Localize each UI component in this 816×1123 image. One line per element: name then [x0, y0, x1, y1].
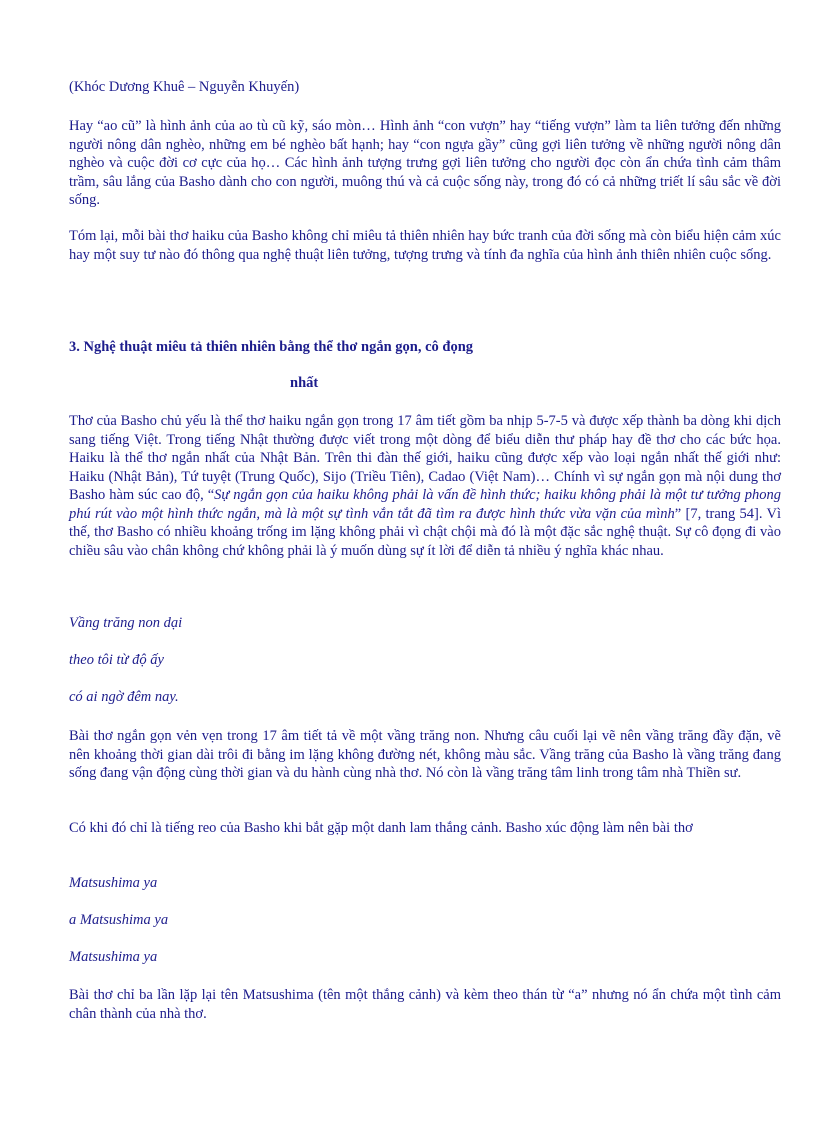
- paragraph-haiku-form-start: Thơ của Basho chủ yếu là thể thơ haiku ngắn gọn trong 17 âm tiết gồm ba nhịp 5-7-5 và được xếp thành ba dòng khi dịch sang tiếng Việt. Trong tiếng Nhật thường được viết trong một dòng để biểu diễn thư pháp hay đề thơ cho các bức họa. Haiku là thể thơ ngắn nhất của Nhật Bản. Trên thi đàn thế giới, haiku cũng được xếp vào loại ngắn nhất thế giới như: Haiku (Nhật Bản), Tứ tuyệt (Trung Quốc), Sijo (Triều Tiên), Cadao (Việt Nam)… Chính vì sự ngắn gọn mà nội dung thơ Basho hàm súc cao độ, “: [69, 413, 781, 503]
- paragraph-symbolic-images: Hay “ao cũ” là hình ảnh của ao tù cũ kỹ, sáo mòn… Hình ảnh “con vượn” hay “tiếng vượn” làm ta liên tưởng đến những người nông dân nghèo, những em bé nghèo bất hạnh; hay “con ngựa gầy” cũng gợi liên tưởng về những người nông dân nghèo và cuộc đời cơ cực của họ… Các hình ảnh tượng trưng gợi liên tưởng cho người đọc còn ẩn chứa tình cảm thâm trầm, sâu lắng của Basho dành cho con người, muông thú và cả cuộc sống này, trong đó có cả những triết lí sâu sắc về đời sống.: [69, 118, 781, 208]
- poem1-line-3: có ai ngờ đêm nay.: [69, 689, 179, 705]
- poem2-line-3: Matsushima ya: [69, 949, 158, 965]
- paragraph-haiku-form: [69, 412, 781, 560]
- quoted-passage: Sự ngắn gọn của haiku không phải là vấn đề hình thức; haiku không phải là một tư tưởng phong phú rút vào một hình thức ngắn, mà là một sự tình vắn tắt đã tìm ra được hình thức vừa vặn của mình: [69, 487, 781, 522]
- paragraph-basho-exclaim: Có khi đó chỉ là tiếng reo của Basho khi bắt gặp một danh lam thắng cảnh. Basho xúc động làm nên bài thơ: [69, 820, 693, 836]
- poem2-line-2: a Matsushima ya: [69, 912, 169, 928]
- poem1-line-1: Vầng trăng non dại: [69, 615, 183, 631]
- paragraph-matsushima: Bài thơ chỉ ba lần lặp lại tên Matsushima (tên một thắng cảnh) và kèm theo thán từ “a” nhưng nó ẩn chứa một tình cảm chân thành của nhà thơ.: [69, 987, 781, 1022]
- paragraph-haiku-form-end: ” [7, trang 54]. Vì thế, thơ Basho có nhiều khoảng trống im lặng không phải vì chật chội mà đó là một đặc sắc nghệ thuật. Sự cô đọng đi vào chiều sâu vào chân không chứ không phải là ý muốn dùng sự ít lời để diễn tả nhiều ý nghĩa khác nhau.: [69, 505, 781, 559]
- paragraph-moon-analysis: Bài thơ ngắn gọn vẻn vẹn trong 17 âm tiết tả về một vầng trăng non. Nhưng câu cuối lại vẽ nên vầng trăng đầy đặn, vẽ nên khoảng thời gian dài trôi đi bằng im lặng không đường nét, không màu sắc. Vầng trăng của Basho là vầng trăng đang sống đang vận động cùng thời gian và du hành cùng nhà thơ. Nó còn là vầng trăng tâm linh trong tâm nhà Thiền sư.: [69, 728, 781, 781]
- section-heading: 3. Nghệ thuật miêu tả thiên nhiên bằng thể thơ ngắn gọn, cô đọng: [69, 339, 474, 355]
- paragraph-summary: Tóm lại, mỗi bài thơ haiku của Basho không chỉ miêu tả thiên nhiên hay bức tranh của đời sống mà còn biểu hiện cảm xúc hay một suy tư nào đó thông qua nghệ thuật liên tưởng, tượng trưng và tính đa nghĩa của hình ảnh thiên nhiên cuộc sống.: [69, 228, 781, 263]
- poem2-line-1: Matsushima ya: [69, 875, 158, 891]
- section-heading-continued: nhất: [290, 375, 319, 391]
- poem1-line-2: theo tôi từ độ ấy: [69, 652, 164, 668]
- poem-citation: (Khóc Dương Khuê – Nguyễn Khuyến): [69, 79, 300, 95]
